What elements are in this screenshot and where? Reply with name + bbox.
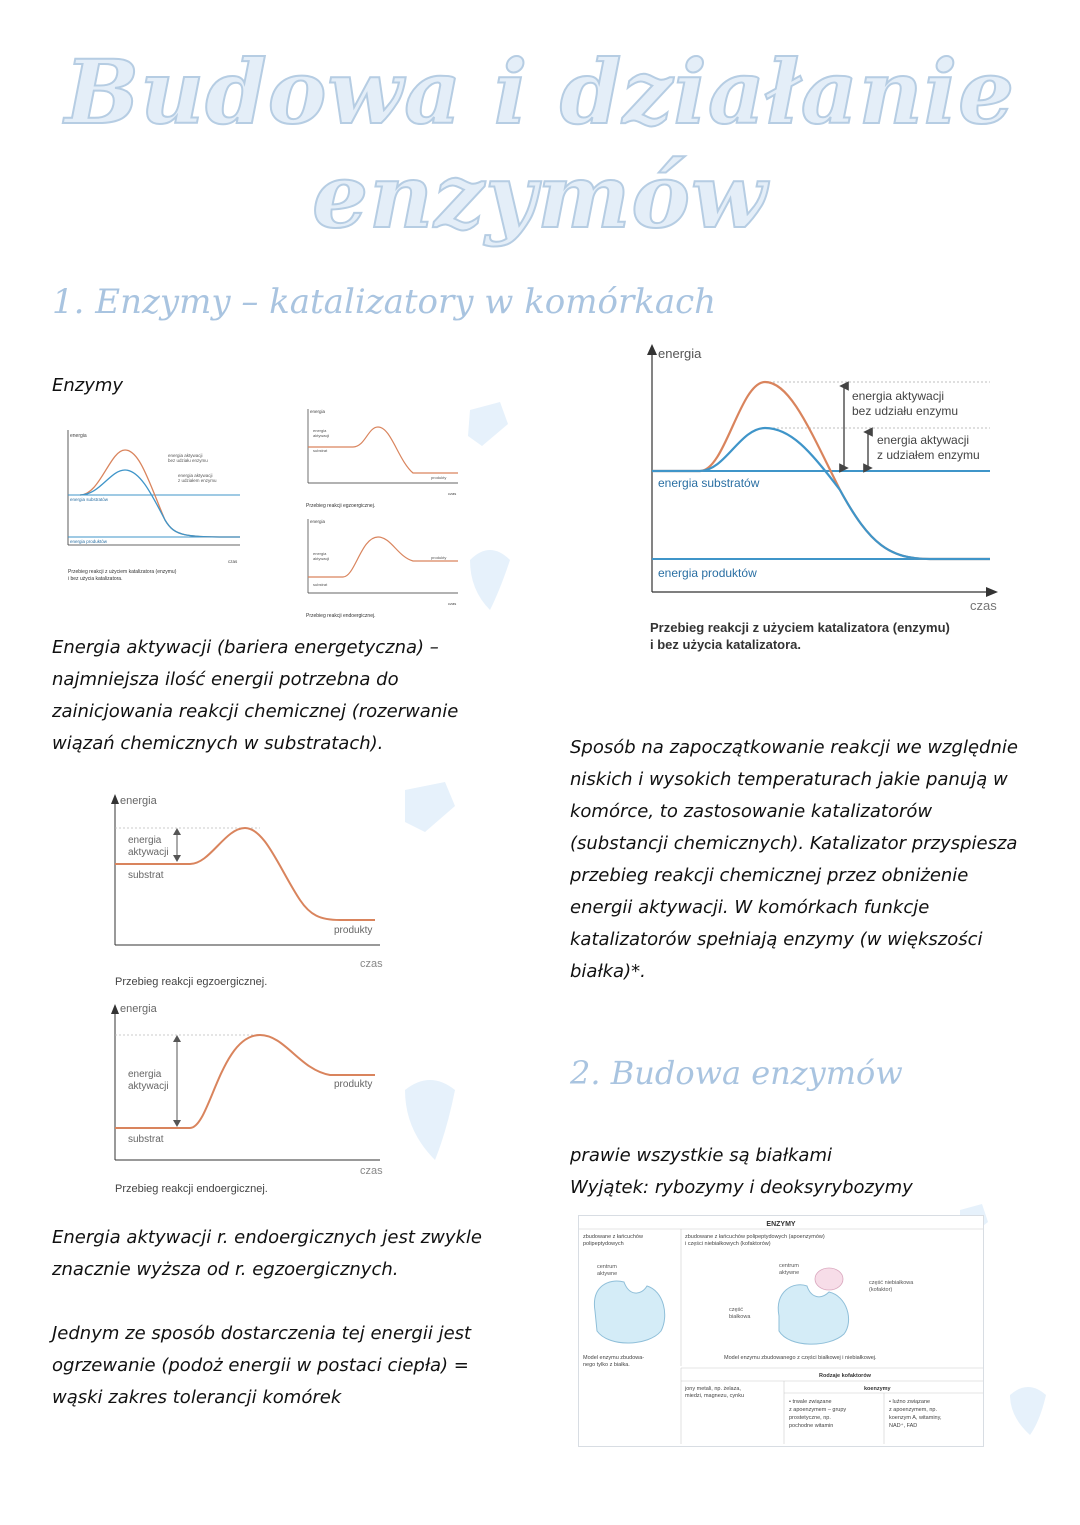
decor-shape: [405, 782, 455, 832]
svg-text:produkty: produkty: [431, 475, 447, 480]
svg-text:z udziałem enzymu: z udziałem enzymu: [877, 448, 980, 462]
heat-note: Jednym ze sposób dostarczenia tej energii jest ogrzewanie (podoż energii w postaci ciepła) = wąski zakres tolerancji komórek: [52, 1323, 472, 1408]
svg-text:nego tylko z białka.: nego tylko z białka.: [583, 1362, 630, 1368]
svg-text:energia aktywacji: energia aktywacji: [168, 453, 203, 458]
svg-text:NAD⁺, FAD: NAD⁺, FAD: [889, 1423, 918, 1429]
svg-text:energia: energia: [310, 409, 326, 414]
section-heading-structure: 2. Budowa enzymów: [570, 1054, 903, 1092]
svg-text:część niebiałkowa: część niebiałkowa: [869, 1280, 914, 1286]
section-heading-enzymes: 1. Enzymy – katalizatory w komórkach: [52, 282, 717, 322]
enzymes-figure: [578, 1215, 984, 1447]
svg-text:produkty: produkty: [334, 1079, 373, 1090]
enzymes-label: Enzymy: [52, 375, 124, 396]
activation-energy-definition: Energia aktywacji (bariera energetyczna) – najmniejsza ilość energii potrzebna do zainicjowania reakcji chemicznej (rozerwanie wiązań chemicznych w substratach).: [52, 637, 459, 754]
svg-text:Przebieg reakcji endoergicznej: Przebieg reakcji endoergicznej.: [306, 613, 376, 619]
svg-text:energia: energia: [313, 428, 327, 433]
svg-text:czas: czas: [228, 559, 238, 564]
y-axis-label: energia: [120, 795, 157, 807]
x-axis-label: czas: [360, 1165, 383, 1177]
label-substrates: energia substratów: [658, 476, 760, 490]
svg-text:• trwale związane: • trwale związane: [789, 1399, 832, 1405]
decor-shape: [1010, 1387, 1046, 1435]
y-axis-label: energia: [658, 346, 702, 361]
svg-text:substrat: substrat: [128, 1134, 164, 1145]
cofactor-shape: [815, 1268, 843, 1290]
y-axis-label: energia: [120, 1003, 157, 1015]
endoergic-note: Energia aktywacji r. endoergicznych jest zwykle znacznie wyższa od r. egzoergicznych.: [52, 1227, 482, 1280]
svg-text:i części niebiałkowych (kofakt: i części niebiałkowych (kofaktorów): [685, 1241, 771, 1247]
page-title: Budowa i działanie enzymów: [64, 40, 1016, 248]
label-with-enzyme: energia aktywacji: [877, 433, 970, 447]
exoergic-reaction-chart: [100, 790, 390, 990]
svg-text:energia: energia: [310, 519, 326, 524]
svg-text:i bez użycia katalizatora.: i bez użycia katalizatora.: [650, 637, 802, 652]
svg-text:z apoenzymem – grupy: z apoenzymem – grupy: [789, 1407, 847, 1413]
thumbnail-endo-chart: [303, 515, 463, 620]
decor-shape: [405, 1080, 455, 1160]
svg-text:z udziałem enzymu: z udziałem enzymu: [178, 478, 217, 483]
protein-enzyme-shape: [594, 1281, 664, 1343]
svg-text:energia: energia: [70, 433, 87, 439]
svg-text:pochodne witamin: pochodne witamin: [789, 1423, 834, 1429]
svg-text:polipeptydowych: polipeptydowych: [583, 1241, 624, 1247]
svg-text:bez udziału enzymu: bez udziału enzymu: [168, 458, 208, 463]
svg-text:z apoenzymem, np.: z apoenzymem, np.: [889, 1407, 937, 1413]
svg-text:energia substratów: energia substratów: [70, 497, 109, 502]
svg-text:produkty: produkty: [334, 925, 373, 936]
svg-text:substrat: substrat: [313, 448, 328, 453]
svg-text:Przebieg reakcji z użyciem kat: Przebieg reakcji z użyciem katalizatora (enzymu): [68, 569, 177, 575]
svg-text:• luźno związane: • luźno związane: [889, 1399, 931, 1405]
svg-text:centrum: centrum: [597, 1264, 617, 1270]
svg-text:miedzi, magnezu, cynku: miedzi, magnezu, cynku: [685, 1393, 744, 1399]
label-products: energia produktów: [658, 566, 757, 580]
svg-text:czas: czas: [448, 601, 457, 606]
svg-text:aktywacji: aktywacji: [313, 433, 330, 438]
svg-text:aktywacji: aktywacji: [313, 556, 330, 561]
svg-text:białkowa: białkowa: [729, 1314, 751, 1320]
enzymes-diagram: [579, 1216, 983, 1446]
svg-text:bez udziału enzymu: bez udziału enzymu: [852, 404, 959, 418]
svg-text:aktywne: aktywne: [597, 1271, 618, 1277]
svg-text:część: część: [729, 1307, 744, 1313]
chart-caption: Przebieg reakcji egzoergicznej.: [115, 976, 268, 988]
svg-text:ENZYMY: ENZYMY: [766, 1221, 796, 1228]
svg-text:zbudowane z łańcuchów: zbudowane z łańcuchów: [583, 1234, 643, 1240]
chart-caption: Przebieg reakcji endoergicznej.: [115, 1183, 268, 1195]
catalyst-energy-chart: [640, 340, 1010, 665]
decor-shape: [470, 550, 510, 610]
svg-text:produkty: produkty: [431, 555, 447, 560]
svg-text:energia produktów: energia produktów: [70, 539, 108, 544]
holoenzyme-shape: [778, 1285, 848, 1344]
svg-text:energia: energia: [128, 1069, 162, 1080]
x-axis-label: czas: [970, 598, 997, 613]
catalyst-note: Sposób na zapoczątkowanie reakcji we względnie niskich i wysokich temperaturach jakie panują w komórce, to zastosowanie katalizatorów (substancji chemicznych). Katalizator przyspiesza przebieg reakcji chemicznej przez obniżenie energii aktywacji. W komórkach funkcje katalizatorów spełniają enzymy (w większości białka)*.: [570, 737, 1018, 982]
svg-text:Przebieg reakcji egzoergicznej: Przebieg reakcji egzoergicznej.: [306, 503, 376, 509]
thumbnail-exo-chart: [303, 405, 463, 510]
x-axis-label: czas: [360, 958, 383, 970]
svg-text:Rodzaje kofaktorów: Rodzaje kofaktorów: [819, 1373, 871, 1379]
svg-text:energia: energia: [313, 551, 327, 556]
decor-shape: [468, 402, 508, 446]
svg-text:koenzymy: koenzymy: [864, 1386, 891, 1392]
chart-caption: Przebieg reakcji z użyciem katalizatora (enzymu): [650, 620, 950, 635]
svg-text:prostetyczne, np.: prostetyczne, np.: [789, 1415, 831, 1421]
svg-text:koenzym A, witaminy,: koenzym A, witaminy,: [889, 1415, 942, 1421]
svg-text:centrum: centrum: [779, 1263, 799, 1269]
svg-text:i bez użycia katalizatora.: i bez użycia katalizatora.: [68, 576, 123, 582]
svg-text:Model enzymu zbudowanego z czę: Model enzymu zbudowanego z części białkowej i niebiałkowej.: [724, 1355, 877, 1361]
svg-text:zbudowane z łańcuchów polipept: zbudowane z łańcuchów polipeptydowych (apoenzymów): [685, 1234, 825, 1240]
svg-text:aktywacji: aktywacji: [128, 847, 169, 858]
svg-text:aktywne: aktywne: [779, 1270, 800, 1276]
svg-text:energia aktywacji: energia aktywacji: [178, 473, 213, 478]
svg-text:substrat: substrat: [128, 870, 164, 881]
structure-line-1: prawie wszystkie są białkami: [570, 1145, 832, 1166]
svg-text:jony metali, np. żelaza,: jony metali, np. żelaza,: [685, 1386, 741, 1392]
svg-text:substrat: substrat: [313, 582, 328, 587]
svg-text:(kofaktor): (kofaktor): [869, 1287, 893, 1293]
svg-text:czas: czas: [448, 491, 457, 496]
endoergic-reaction-chart: [100, 1000, 390, 1200]
svg-text:Model enzymu zbudowa-: Model enzymu zbudowa-: [583, 1355, 645, 1361]
structure-line-2: Wyjątek: rybozymy i deoksyrybozymy: [570, 1177, 913, 1198]
svg-text:aktywacji: aktywacji: [128, 1081, 169, 1092]
thumbnail-catalyst-chart: [60, 425, 250, 590]
label-without-enzyme: energia aktywacji: [852, 389, 945, 403]
svg-text:energia: energia: [128, 835, 162, 846]
